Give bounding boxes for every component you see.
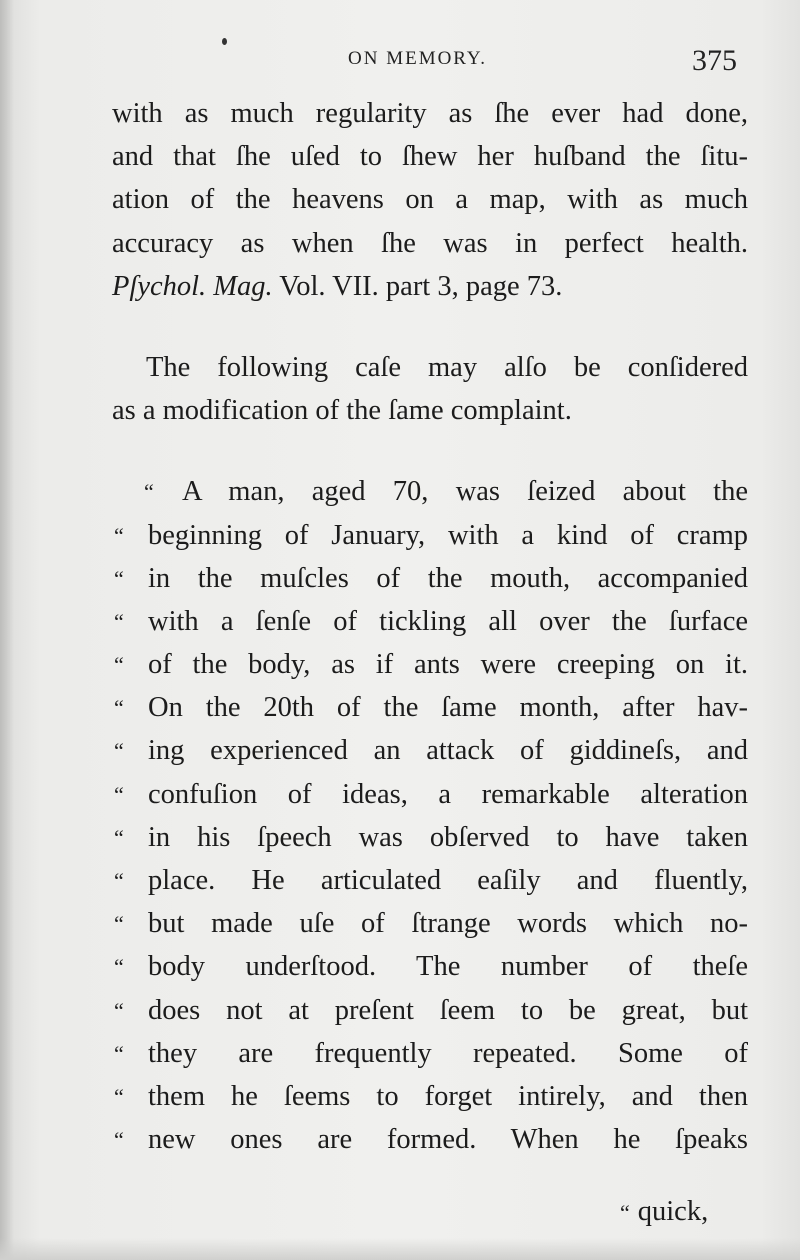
- quote-mark: “: [144, 479, 154, 505]
- quote-line: [112, 945, 748, 988]
- citation-source: Pſychol. Mag.: [112, 270, 273, 302]
- quote-line: [112, 729, 748, 772]
- quote-line: [112, 600, 748, 643]
- page-header: [0, 44, 800, 84]
- quote-mark: “: [114, 954, 124, 980]
- text-line: The following caſe may alſo be conſidered: [146, 351, 748, 383]
- quote-text: them he ſeems to forget intirely, and then: [148, 1080, 748, 1112]
- quote-mark: “: [114, 1040, 124, 1066]
- quote-line: [112, 1032, 748, 1075]
- quote-text: new ones are formed. When he ſpeaks: [148, 1124, 748, 1156]
- running-head: ON MEMORY.: [348, 48, 487, 69]
- quote-text: in his ſpeech was obſerved to have taken: [148, 821, 748, 853]
- catchword-text: quick,: [637, 1196, 709, 1227]
- quote-mark: “: [114, 738, 124, 764]
- text-line: with as much regularity as ſhe ever had done,: [112, 98, 748, 129]
- quote-line: [112, 773, 748, 816]
- citation-reference: Vol. VII. part 3, page 73.: [279, 270, 563, 302]
- quote-mark: “: [114, 522, 124, 548]
- quote-line: [112, 514, 748, 557]
- body-text: [112, 92, 748, 1161]
- catchword: [620, 1190, 708, 1234]
- quote-text: On the 20th of the ſame month, after hav-: [148, 692, 748, 724]
- quote-mark: “: [114, 565, 124, 591]
- quote-mark: “: [114, 1127, 124, 1153]
- quote-mark: “: [114, 824, 124, 850]
- quote-mark: “: [620, 1200, 630, 1225]
- quote-line: [112, 859, 748, 902]
- citation-line: [112, 265, 748, 308]
- text-line: as a modification of the ſame complaint.: [112, 395, 572, 427]
- quote-text: ing experienced an attack of giddineſs, and: [148, 735, 748, 767]
- page-number: 375: [692, 44, 737, 77]
- quote-line: [112, 686, 748, 729]
- quote-mark: “: [114, 1083, 124, 1109]
- quote-mark: “: [114, 868, 124, 893]
- quote-text: place. He articulated eaſily and fluently,: [148, 865, 748, 896]
- quote-text: confuſion of ideas, a remarkable alteration: [148, 778, 748, 810]
- text-line: ation of the heavens on a map, with as much: [112, 184, 748, 216]
- quote-text: with a ſenſe of tickling all over the ſurface: [148, 605, 748, 637]
- quote-line: [112, 643, 748, 686]
- quote-text: they are frequently repeated. Some of: [148, 1037, 748, 1069]
- quote-mark: “: [114, 652, 124, 678]
- quote-text: A man, aged 70, was ſeized about the: [182, 476, 748, 508]
- text-line: and that ſhe uſed to ſhew her huſband the ſitu-: [112, 141, 748, 173]
- quote-line: [112, 470, 748, 513]
- quote-line: [112, 989, 748, 1032]
- quote-line: [112, 557, 748, 600]
- quote-line: [112, 1075, 748, 1118]
- quote-text: body underſtood. The number of theſe: [148, 951, 748, 983]
- page-gutter-shadow: [0, 0, 14, 1260]
- text-line: accuracy as when ſhe was in perfect health.: [112, 227, 748, 259]
- quote-mark: “: [114, 608, 124, 634]
- quote-mark: “: [114, 781, 124, 807]
- quote-text: in the muſcles of the mouth, accompanied: [148, 562, 748, 594]
- quote-mark: “: [114, 911, 124, 937]
- quote-mark: “: [114, 695, 124, 721]
- quote-text: does not at preſent ſeem to be great, but: [148, 994, 748, 1026]
- quote-mark: “: [114, 997, 124, 1023]
- page-bottom-edge: [0, 1238, 800, 1260]
- quote-text: beginning of January, with a kind of cramp: [148, 519, 748, 551]
- quote-text: of the body, as if ants were creeping on it.: [148, 649, 748, 681]
- quote-text: but made uſe of ſtrange words which no-: [148, 908, 748, 940]
- quote-line: [112, 1118, 748, 1161]
- quote-line: [112, 902, 748, 945]
- quote-line: [112, 816, 748, 859]
